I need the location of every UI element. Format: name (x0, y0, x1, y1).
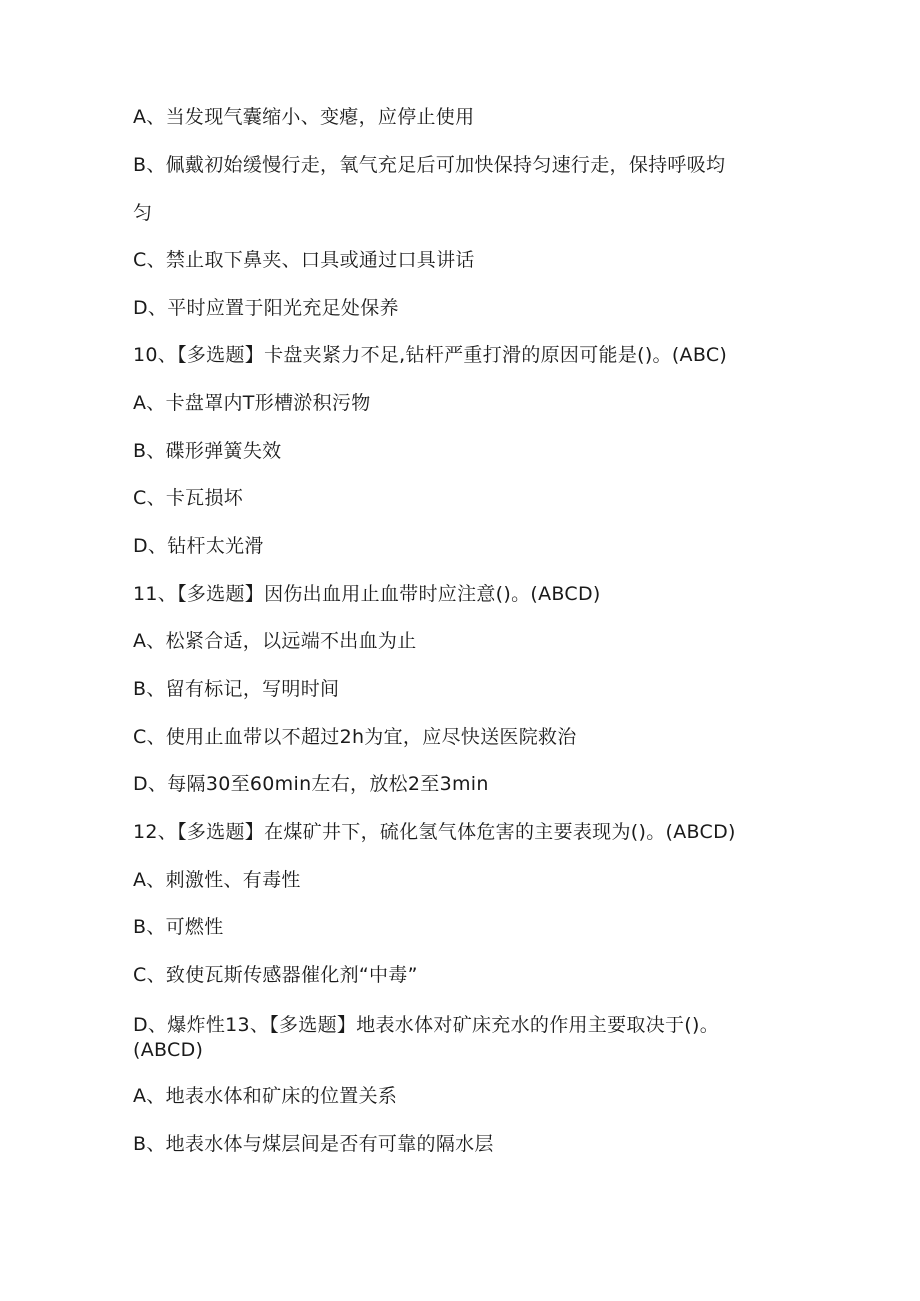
question-line: 11、【多选题】因伤出血用止血带时应注意()。(ABCD) (133, 583, 601, 605)
option-line: C、卡瓦损坏 (133, 487, 244, 509)
option-line: C、致使瓦斯传感器催化剂“中毒” (133, 964, 418, 986)
option-line: D、每隔30至60min左右，放松2至3min (133, 773, 489, 795)
option-line: B、留有标记，写明时间 (133, 678, 340, 700)
option-line: C、使用止血带以不超过2h为宜，应尽快送医院救治 (133, 726, 577, 748)
option-line: A、地表水体和矿床的位置关系 (133, 1085, 398, 1107)
question-line-continuation: (ABCD) (133, 1039, 204, 1061)
option-line: C、禁止取下鼻夹、口具或通过口具讲话 (133, 249, 475, 271)
option-line: A、刺激性、有毒性 (133, 869, 301, 891)
option-line: A、当发现气囊缩小、变瘪，应停止使用 (133, 106, 475, 128)
option-line-continuation: 匀 (133, 202, 153, 224)
option-line: D、钻杆太光滑 (133, 535, 264, 557)
option-line: A、松紧合适，以远端不出血为止 (133, 630, 417, 652)
option-line: B、可燃性 (133, 916, 224, 938)
option-line: B、佩戴初始缓慢行走，氧气充足后可加快保持匀速行走，保持呼吸均 (133, 154, 726, 176)
option-line: D、平时应置于阳光充足处保养 (133, 297, 399, 319)
option-line: A、卡盘罩内T形槽淤积污物 (133, 392, 371, 414)
option-line: B、碟形弹簧失效 (133, 440, 282, 462)
question-line: D、爆炸性13、【多选题】地表水体对矿床充水的作用主要取决于()。 (133, 1014, 720, 1036)
question-line: 12、【多选题】在煤矿井下，硫化氢气体危害的主要表现为()。(ABCD) (133, 821, 736, 843)
question-line: 10、【多选题】卡盘夹紧力不足,钻杆严重打滑的原因可能是()。(ABC) (133, 344, 728, 366)
option-line: B、地表水体与煤层间是否有可靠的隔水层 (133, 1133, 494, 1155)
